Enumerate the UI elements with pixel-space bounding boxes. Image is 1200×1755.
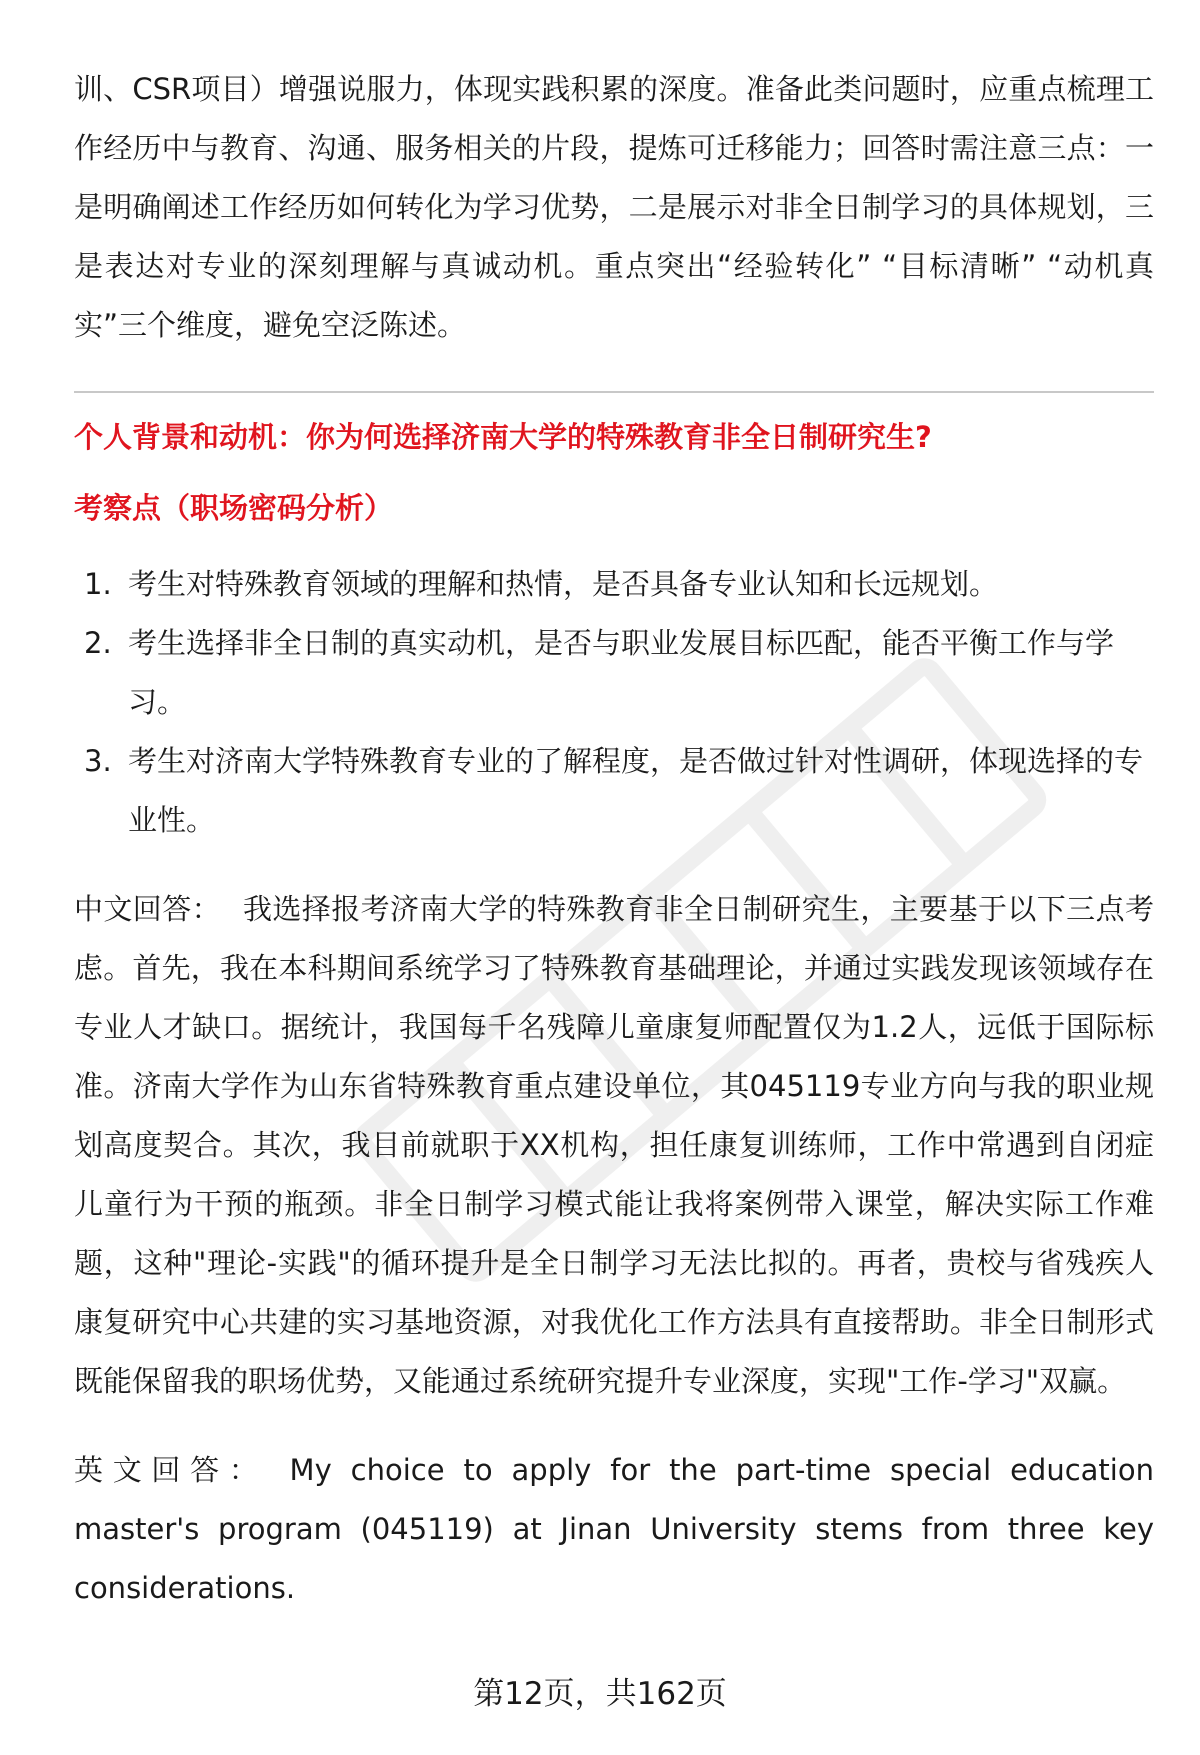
section-divider: [74, 391, 1154, 393]
document-page: [74, 60, 1154, 1618]
list-item-text: 考生对特殊教育领域的理解和热情，是否具备专业认知和长远规划。: [128, 567, 999, 601]
list-item-number: 2.: [84, 626, 112, 660]
assessment-heading: 考察点（职场密码分析）: [74, 491, 394, 525]
list-item: [74, 555, 1154, 614]
list-item: [74, 614, 1154, 732]
chinese-answer: [74, 880, 1154, 1411]
chinese-answer-label: 中文回答：: [74, 892, 221, 926]
list-item-text: 考生对济南大学特殊教育专业的了解程度，是否做过针对性调研，体现选择的专业性。: [128, 744, 1144, 837]
english-answer-label: 英文回答：: [74, 1453, 268, 1487]
english-answer: [74, 1441, 1154, 1618]
assessment-points-list: [74, 555, 1154, 850]
list-item-text: 考生选择非全日制的真实动机，是否与职业发展目标匹配，能否平衡工作与学习。: [128, 626, 1115, 719]
english-answer-text: My choice to apply for the part-time special education master's program (045119) at Jinan University stems from three key considerations.: [74, 1453, 1154, 1605]
list-item: [74, 732, 1154, 850]
list-item-number: 3.: [84, 744, 112, 778]
intro-paragraph: 训、CSR项目）增强说服力，体现实践积累的深度。准备此类问题时，应重点梳理工作经历中与教育、沟通、服务相关的片段，提炼可迁移能力；回答时需注意三点：一是明确阐述工作经历如何转化为学习优势，二是展示对非全日制学习的具体规划，三是表达对专业的深刻理解与真诚动机。重点突出“经验转化” “目标清晰” “动机真实”三个维度，避免空泛陈述。: [74, 72, 1154, 342]
list-item-number: 1.: [84, 567, 112, 601]
chinese-answer-text: 我选择报考济南大学的特殊教育非全日制研究生，主要基于以下三点考虑。首先，我在本科期间系统学习了特殊教育基础理论，并通过实践发现该领域存在专业人才缺口。据统计，我国每千名残障儿童康复师配置仅为1.2人，远低于国际标准。济南大学作为山东省特殊教育重点建设单位，其045119专业方向与我的职业规划高度契合。其次，我目前就职于XX机构，担任康复训练师，工作中常遇到自闭症儿童行为干预的瓶颈。非全日制学习模式能让我将案例带入课堂，解决实际工作难题，这种"理论-实践"的循环提升是全日制学习无法比拟的。再者，贵校与省残疾人康复研究中心共建的实习基地资源，对我优化工作方法具有直接帮助。非全日制形式既能保留我的职场优势，又能通过系统研究提升专业深度，实现"工作-学习"双赢。: [74, 892, 1154, 1398]
question-heading: 个人背景和动机：你为何选择济南大学的特殊教育非全日制研究生?: [74, 420, 932, 454]
page-footer: 第12页，共162页: [473, 1676, 727, 1712]
